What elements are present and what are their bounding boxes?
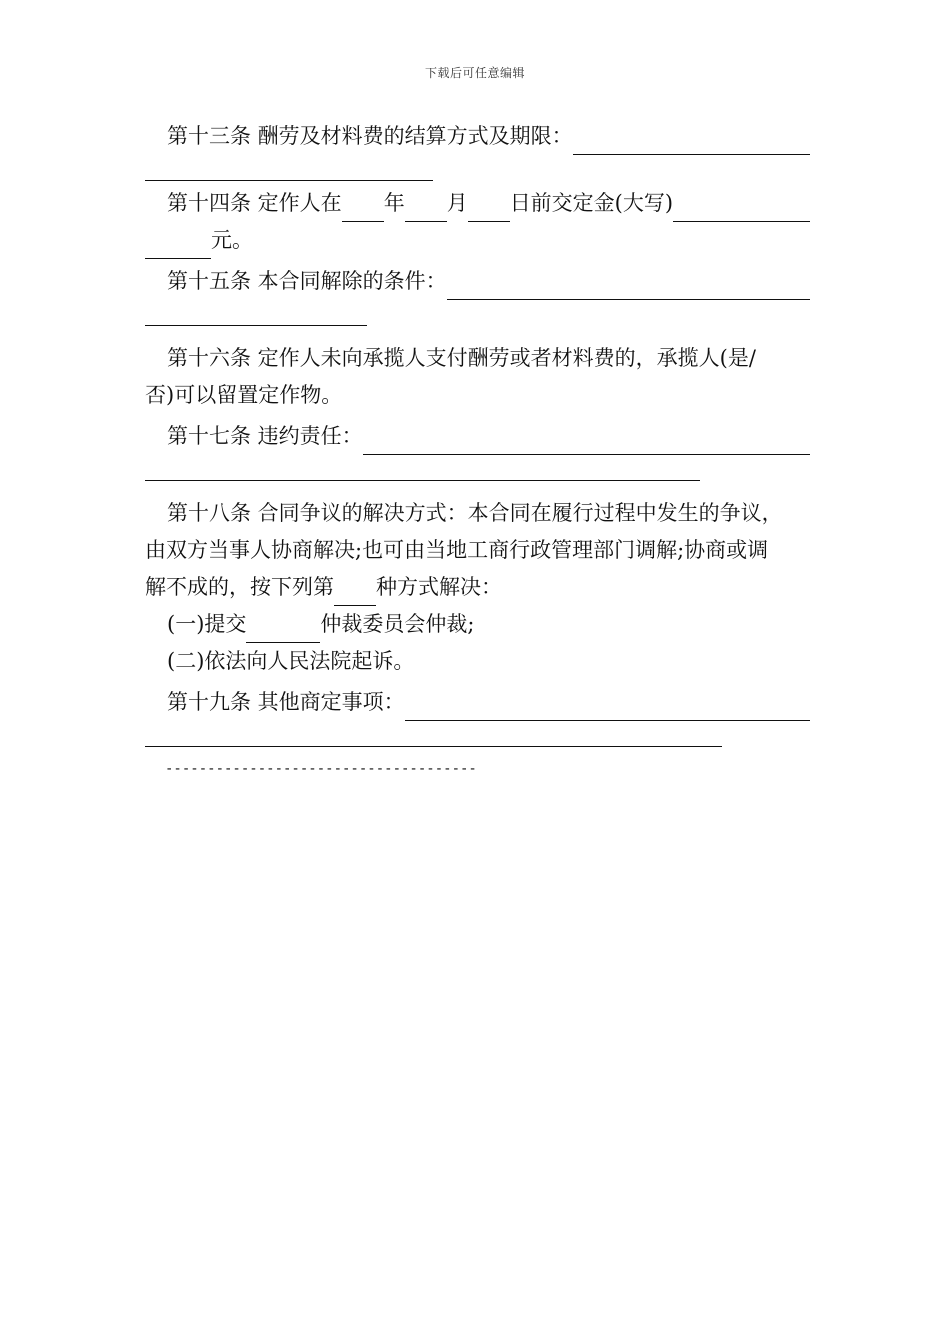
clause-18-line-1: 第十八条 合同争议的解决方式：本合同在履行过程中发生的争议， (167, 501, 783, 525)
clause-15 (145, 263, 810, 326)
option-1-suffix: 仲裁委员会仲裁; (320, 612, 475, 636)
day-blank[interactable] (468, 196, 510, 222)
clause-18-line-3a: 解不成的，按下列第 (145, 575, 334, 599)
clause-19-text: 第十九条 其他商定事项： (167, 690, 405, 714)
year-label: 年 (383, 191, 405, 215)
page-header: 下载后可任意编辑 (424, 66, 525, 80)
clause-17-blank-2[interactable] (145, 455, 700, 481)
clause-13-text: 第十三条 酬劳及材料费的结算方式及期限： (167, 124, 573, 148)
clause-17-text: 第十七条 违约责任： (167, 424, 363, 448)
clause-13 (145, 118, 810, 181)
clause-17 (145, 418, 810, 481)
option-2: (二)依法向人民法院起诉。 (167, 649, 415, 673)
clause-15-text: 第十五条 本合同解除的条件： (167, 269, 447, 293)
clause-17-blank-1[interactable] (363, 429, 810, 455)
clause-19-blank-1[interactable] (405, 695, 810, 721)
deposit-label: 日前交定金(大写) (509, 191, 674, 215)
clause-13-blank-2[interactable] (145, 155, 433, 181)
clause-14-label: 第十四条 定作人在 (167, 191, 342, 215)
clause-13-blank-1[interactable] (573, 129, 810, 155)
year-blank[interactable] (342, 196, 384, 222)
option-1-prefix: (一)提交 (167, 612, 247, 636)
method-number-blank[interactable] (334, 580, 376, 606)
contract-body (145, 118, 810, 777)
clause-18-line-3b: 种方式解决： (376, 575, 502, 599)
clause-15-blank-2[interactable] (145, 300, 367, 326)
clause-18-line-2: 由双方当事人协商解决;也可由当地工商行政管理部门调解;协商或调 (145, 538, 769, 562)
month-label: 月 (446, 191, 468, 215)
clause-15-blank-1[interactable] (447, 274, 810, 300)
end-divider: ------------------------------------- (165, 761, 477, 777)
deposit-amount-blank-1[interactable] (673, 196, 810, 222)
month-blank[interactable] (405, 196, 447, 222)
clause-19-blank-2[interactable] (145, 721, 722, 747)
yuan-label: 元。 (211, 228, 253, 252)
clause-16-line-1: 第十六条 定作人未向承揽人支付酬劳或者材料费的，承揽人(是/ (167, 346, 756, 370)
arbitration-commission-blank[interactable] (246, 617, 320, 643)
clause-18 (145, 495, 810, 680)
clause-19 (145, 684, 810, 747)
clause-14 (145, 185, 810, 259)
deposit-amount-blank-2[interactable] (145, 233, 211, 259)
clause-16 (145, 340, 810, 414)
clause-16-line-2: 否)可以留置定作物。 (145, 383, 343, 407)
